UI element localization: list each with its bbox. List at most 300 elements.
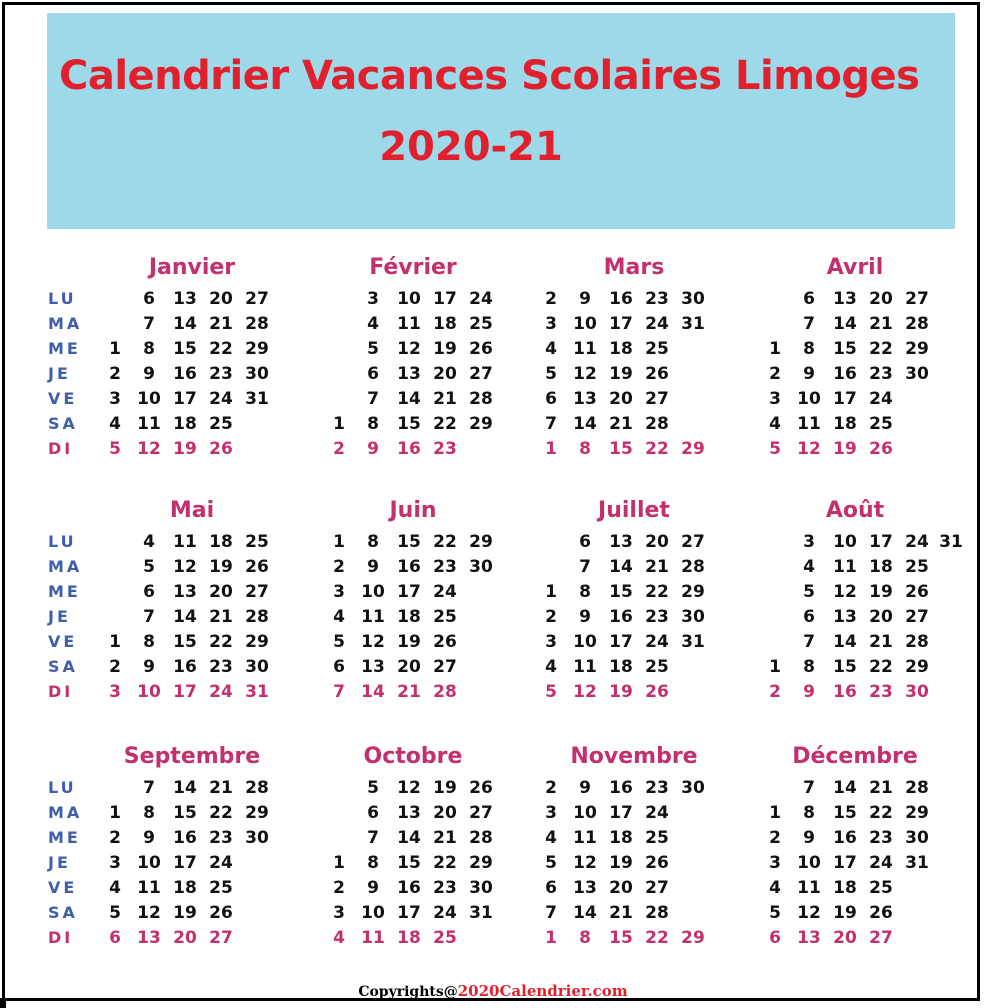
date-cell: 12 <box>797 439 821 459</box>
date-cell: 14 <box>397 828 421 848</box>
date-cell: 28 <box>681 557 705 577</box>
title-banner <box>47 13 955 229</box>
month-name: Septembre <box>123 744 261 769</box>
day-label-sa: SA <box>48 657 78 676</box>
date-cell: 1 <box>333 532 345 552</box>
date-cell: 24 <box>869 389 893 409</box>
date-cell: 11 <box>573 657 597 677</box>
date-cell: 6 <box>367 803 379 823</box>
date-cell: 8 <box>367 414 379 434</box>
date-cell: 7 <box>803 778 815 798</box>
date-cell: 22 <box>209 803 233 823</box>
date-cell: 9 <box>803 682 815 702</box>
date-cell: 30 <box>681 289 705 309</box>
date-cell: 10 <box>397 289 421 309</box>
date-cell: 13 <box>573 389 597 409</box>
date-cell: 25 <box>869 878 893 898</box>
date-cell: 16 <box>609 778 633 798</box>
date-cell: 10 <box>573 803 597 823</box>
date-cell: 8 <box>143 803 155 823</box>
date-cell: 19 <box>433 339 457 359</box>
date-cell: 1 <box>545 582 557 602</box>
date-cell: 5 <box>769 903 781 923</box>
date-cell: 16 <box>173 364 197 384</box>
date-cell: 21 <box>609 903 633 923</box>
date-cell: 8 <box>367 853 379 873</box>
date-cell: 15 <box>609 928 633 948</box>
day-label-sa: SA <box>48 414 78 433</box>
date-cell: 29 <box>469 532 493 552</box>
date-cell: 6 <box>579 532 591 552</box>
date-cell: 31 <box>681 314 705 334</box>
date-cell: 15 <box>397 414 421 434</box>
date-cell: 1 <box>333 414 345 434</box>
date-cell: 25 <box>209 878 233 898</box>
date-cell: 18 <box>609 657 633 677</box>
date-cell: 12 <box>397 339 421 359</box>
date-cell: 14 <box>573 414 597 434</box>
date-cell: 15 <box>173 632 197 652</box>
day-label-me: ME <box>48 582 81 601</box>
date-cell: 15 <box>833 339 857 359</box>
date-cell: 26 <box>209 439 233 459</box>
date-cell: 20 <box>209 582 233 602</box>
date-cell: 5 <box>545 682 557 702</box>
date-cell: 25 <box>645 339 669 359</box>
date-cell: 13 <box>397 803 421 823</box>
date-cell: 9 <box>367 557 379 577</box>
date-cell: 8 <box>579 928 591 948</box>
date-cell: 12 <box>573 682 597 702</box>
month-name: Février <box>369 255 457 280</box>
date-cell: 28 <box>245 314 269 334</box>
date-cell: 30 <box>245 828 269 848</box>
date-cell: 23 <box>433 557 457 577</box>
date-cell: 17 <box>173 682 197 702</box>
date-cell: 4 <box>109 878 121 898</box>
date-cell: 19 <box>833 439 857 459</box>
date-cell: 11 <box>573 339 597 359</box>
date-cell: 7 <box>333 682 345 702</box>
date-cell: 11 <box>361 928 385 948</box>
month-name: Août <box>825 498 885 523</box>
date-cell: 18 <box>609 339 633 359</box>
date-cell: 30 <box>245 657 269 677</box>
month-name: Décembre <box>792 744 918 769</box>
date-cell: 27 <box>469 803 493 823</box>
date-cell: 12 <box>833 582 857 602</box>
day-label-di: DI <box>48 682 74 701</box>
date-cell: 2 <box>769 828 781 848</box>
date-cell: 7 <box>545 414 557 434</box>
date-cell: 24 <box>645 632 669 652</box>
date-cell: 29 <box>681 928 705 948</box>
date-cell: 17 <box>609 314 633 334</box>
date-cell: 3 <box>769 389 781 409</box>
date-cell: 4 <box>803 557 815 577</box>
date-cell: 9 <box>367 439 379 459</box>
date-cell: 28 <box>905 632 929 652</box>
date-cell: 18 <box>173 414 197 434</box>
day-label-je: JE <box>48 364 71 383</box>
date-cell: 6 <box>545 389 557 409</box>
date-cell: 28 <box>245 778 269 798</box>
date-cell: 28 <box>645 414 669 434</box>
date-cell: 23 <box>645 289 669 309</box>
date-cell: 18 <box>869 557 893 577</box>
date-cell: 17 <box>173 853 197 873</box>
date-cell: 19 <box>609 364 633 384</box>
month-name: Avril <box>826 255 884 280</box>
date-cell: 10 <box>833 532 857 552</box>
date-cell: 23 <box>433 878 457 898</box>
date-cell: 2 <box>545 607 557 627</box>
date-cell: 19 <box>397 632 421 652</box>
date-cell: 15 <box>609 439 633 459</box>
date-cell: 18 <box>609 828 633 848</box>
date-cell: 21 <box>433 828 457 848</box>
date-cell: 13 <box>173 582 197 602</box>
date-cell: 16 <box>397 557 421 577</box>
date-cell: 26 <box>209 903 233 923</box>
date-cell: 10 <box>797 853 821 873</box>
date-cell: 29 <box>245 632 269 652</box>
date-cell: 4 <box>367 314 379 334</box>
date-cell: 29 <box>469 853 493 873</box>
date-cell: 15 <box>397 853 421 873</box>
date-cell: 17 <box>397 582 421 602</box>
date-cell: 20 <box>645 532 669 552</box>
date-cell: 22 <box>869 657 893 677</box>
day-label-di: DI <box>48 928 74 947</box>
date-cell: 28 <box>245 607 269 627</box>
date-cell: 9 <box>579 607 591 627</box>
date-cell: 26 <box>469 339 493 359</box>
date-cell: 9 <box>143 364 155 384</box>
date-cell: 30 <box>681 607 705 627</box>
date-cell: 3 <box>545 803 557 823</box>
date-cell: 6 <box>545 878 557 898</box>
date-cell: 23 <box>209 828 233 848</box>
page-subtitle-year: 2020-21 <box>379 124 563 170</box>
date-cell: 9 <box>579 289 591 309</box>
date-cell: 26 <box>869 439 893 459</box>
date-cell: 6 <box>143 289 155 309</box>
date-cell: 29 <box>681 439 705 459</box>
date-cell: 31 <box>245 389 269 409</box>
date-cell: 12 <box>361 632 385 652</box>
date-cell: 5 <box>769 439 781 459</box>
date-cell: 7 <box>367 828 379 848</box>
date-cell: 21 <box>397 682 421 702</box>
date-cell: 25 <box>869 414 893 434</box>
date-cell: 17 <box>609 803 633 823</box>
date-cell: 9 <box>143 657 155 677</box>
date-cell: 21 <box>433 389 457 409</box>
date-cell: 14 <box>397 389 421 409</box>
date-cell: 22 <box>209 339 233 359</box>
date-cell: 27 <box>681 532 705 552</box>
date-cell: 6 <box>333 657 345 677</box>
date-cell: 21 <box>869 632 893 652</box>
date-cell: 19 <box>209 557 233 577</box>
day-label-ve: VE <box>48 632 78 651</box>
date-cell: 8 <box>367 532 379 552</box>
date-cell: 13 <box>833 289 857 309</box>
date-cell: 22 <box>433 532 457 552</box>
date-cell: 17 <box>397 903 421 923</box>
day-label-me: ME <box>48 828 81 847</box>
date-cell: 1 <box>769 803 781 823</box>
date-cell: 16 <box>397 878 421 898</box>
date-cell: 4 <box>769 414 781 434</box>
date-cell: 19 <box>173 903 197 923</box>
date-cell: 16 <box>609 607 633 627</box>
date-cell: 11 <box>173 532 197 552</box>
month-name: Juin <box>389 498 437 523</box>
day-label-je: JE <box>48 853 71 872</box>
date-cell: 13 <box>173 289 197 309</box>
date-cell: 18 <box>397 607 421 627</box>
date-cell: 27 <box>645 389 669 409</box>
date-cell: 15 <box>173 803 197 823</box>
date-cell: 12 <box>137 439 161 459</box>
date-cell: 18 <box>209 532 233 552</box>
date-cell: 5 <box>545 853 557 873</box>
corner-mark <box>0 998 6 1008</box>
date-cell: 22 <box>645 582 669 602</box>
date-cell: 14 <box>573 903 597 923</box>
date-cell: 9 <box>803 828 815 848</box>
date-cell: 31 <box>905 853 929 873</box>
date-cell: 10 <box>137 389 161 409</box>
date-cell: 21 <box>609 414 633 434</box>
date-cell: 8 <box>579 582 591 602</box>
date-cell: 3 <box>109 853 121 873</box>
date-cell: 26 <box>645 682 669 702</box>
date-cell: 3 <box>109 682 121 702</box>
date-cell: 24 <box>209 682 233 702</box>
date-cell: 12 <box>397 778 421 798</box>
day-label-ve: VE <box>48 389 78 408</box>
date-cell: 17 <box>173 389 197 409</box>
date-cell: 26 <box>905 582 929 602</box>
date-cell: 20 <box>209 289 233 309</box>
date-cell: 12 <box>137 903 161 923</box>
date-cell: 8 <box>143 339 155 359</box>
date-cell: 2 <box>109 364 121 384</box>
date-cell: 10 <box>361 582 385 602</box>
date-cell: 27 <box>245 289 269 309</box>
date-cell: 24 <box>209 389 233 409</box>
date-cell: 31 <box>939 532 963 552</box>
date-cell: 12 <box>573 364 597 384</box>
copyright-site: 2020Calendrier.com <box>457 982 628 1000</box>
date-cell: 20 <box>173 928 197 948</box>
date-cell: 27 <box>245 582 269 602</box>
date-cell: 10 <box>137 682 161 702</box>
date-cell: 10 <box>573 632 597 652</box>
date-cell: 16 <box>833 828 857 848</box>
date-cell: 5 <box>109 439 121 459</box>
date-cell: 6 <box>803 289 815 309</box>
date-cell: 4 <box>333 607 345 627</box>
date-cell: 3 <box>545 314 557 334</box>
date-cell: 29 <box>245 803 269 823</box>
date-cell: 4 <box>545 828 557 848</box>
date-cell: 13 <box>397 364 421 384</box>
date-cell: 15 <box>173 339 197 359</box>
date-cell: 12 <box>797 903 821 923</box>
date-cell: 30 <box>905 828 929 848</box>
date-cell: 12 <box>173 557 197 577</box>
date-cell: 21 <box>209 607 233 627</box>
date-cell: 24 <box>645 803 669 823</box>
date-cell: 24 <box>645 314 669 334</box>
date-cell: 24 <box>433 903 457 923</box>
date-cell: 28 <box>905 778 929 798</box>
date-cell: 19 <box>833 903 857 923</box>
date-cell: 17 <box>869 532 893 552</box>
date-cell: 3 <box>333 903 345 923</box>
date-cell: 23 <box>645 778 669 798</box>
date-cell: 20 <box>833 928 857 948</box>
day-label-ma: MA <box>48 803 83 822</box>
date-cell: 28 <box>645 903 669 923</box>
date-cell: 30 <box>905 682 929 702</box>
date-cell: 1 <box>333 853 345 873</box>
date-cell: 26 <box>245 557 269 577</box>
date-cell: 13 <box>609 532 633 552</box>
date-cell: 16 <box>173 828 197 848</box>
date-cell: 23 <box>209 657 233 677</box>
date-cell: 14 <box>173 778 197 798</box>
date-cell: 5 <box>545 364 557 384</box>
date-cell: 15 <box>609 582 633 602</box>
date-cell: 21 <box>869 314 893 334</box>
date-cell: 10 <box>573 314 597 334</box>
date-cell: 4 <box>769 878 781 898</box>
date-cell: 30 <box>469 557 493 577</box>
date-cell: 18 <box>833 414 857 434</box>
copyright-prefix: Copyrights@ <box>358 984 458 1000</box>
date-cell: 28 <box>469 828 493 848</box>
date-cell: 3 <box>769 853 781 873</box>
date-cell: 21 <box>645 557 669 577</box>
day-label-di: DI <box>48 439 74 458</box>
date-cell: 20 <box>869 289 893 309</box>
date-cell: 27 <box>905 289 929 309</box>
day-label-sa: SA <box>48 903 78 922</box>
date-cell: 19 <box>609 853 633 873</box>
date-cell: 2 <box>109 828 121 848</box>
date-cell: 2 <box>545 778 557 798</box>
date-cell: 13 <box>833 607 857 627</box>
date-cell: 26 <box>645 853 669 873</box>
date-cell: 20 <box>869 607 893 627</box>
date-cell: 10 <box>137 853 161 873</box>
date-cell: 27 <box>869 928 893 948</box>
date-cell: 5 <box>109 903 121 923</box>
date-cell: 13 <box>797 928 821 948</box>
date-cell: 16 <box>833 682 857 702</box>
date-cell: 8 <box>579 439 591 459</box>
date-cell: 4 <box>143 532 155 552</box>
date-cell: 5 <box>803 582 815 602</box>
month-name: Janvier <box>148 255 236 280</box>
date-cell: 19 <box>433 778 457 798</box>
date-cell: 7 <box>143 607 155 627</box>
date-cell: 9 <box>367 878 379 898</box>
date-cell: 30 <box>905 364 929 384</box>
date-cell: 11 <box>573 828 597 848</box>
date-cell: 15 <box>833 657 857 677</box>
date-cell: 3 <box>545 632 557 652</box>
date-cell: 9 <box>803 364 815 384</box>
date-cell: 8 <box>803 657 815 677</box>
day-label-lu: LU <box>48 532 77 551</box>
date-cell: 20 <box>433 803 457 823</box>
date-cell: 22 <box>433 414 457 434</box>
date-cell: 1 <box>769 657 781 677</box>
date-cell: 11 <box>397 314 421 334</box>
date-cell: 11 <box>361 607 385 627</box>
date-cell: 2 <box>333 878 345 898</box>
date-cell: 29 <box>681 582 705 602</box>
date-cell: 16 <box>833 364 857 384</box>
date-cell: 25 <box>469 314 493 334</box>
date-cell: 13 <box>361 657 385 677</box>
date-cell: 2 <box>769 682 781 702</box>
date-cell: 17 <box>833 389 857 409</box>
date-cell: 4 <box>333 928 345 948</box>
date-cell: 28 <box>905 314 929 334</box>
date-cell: 19 <box>609 682 633 702</box>
date-cell: 4 <box>545 339 557 359</box>
day-label-je: JE <box>48 607 71 626</box>
date-cell: 8 <box>803 339 815 359</box>
date-cell: 8 <box>143 632 155 652</box>
date-cell: 3 <box>803 532 815 552</box>
date-cell: 7 <box>367 389 379 409</box>
date-cell: 24 <box>469 289 493 309</box>
date-cell: 25 <box>645 657 669 677</box>
date-cell: 27 <box>433 657 457 677</box>
date-cell: 5 <box>367 339 379 359</box>
date-cell: 23 <box>869 682 893 702</box>
date-cell: 25 <box>433 607 457 627</box>
date-cell: 6 <box>367 364 379 384</box>
date-cell: 23 <box>645 607 669 627</box>
day-label-ma: MA <box>48 314 83 333</box>
date-cell: 25 <box>209 414 233 434</box>
date-cell: 25 <box>905 557 929 577</box>
date-cell: 27 <box>645 878 669 898</box>
date-cell: 1 <box>109 339 121 359</box>
date-cell: 2 <box>769 364 781 384</box>
date-cell: 9 <box>143 828 155 848</box>
date-cell: 7 <box>143 314 155 334</box>
date-cell: 18 <box>433 314 457 334</box>
page-title: Calendrier Vacances Scolaires Limoges <box>59 53 920 99</box>
date-cell: 20 <box>609 389 633 409</box>
date-cell: 23 <box>869 828 893 848</box>
date-cell: 17 <box>609 632 633 652</box>
date-cell: 14 <box>833 632 857 652</box>
date-cell: 12 <box>573 853 597 873</box>
date-cell: 28 <box>433 682 457 702</box>
date-cell: 2 <box>545 289 557 309</box>
